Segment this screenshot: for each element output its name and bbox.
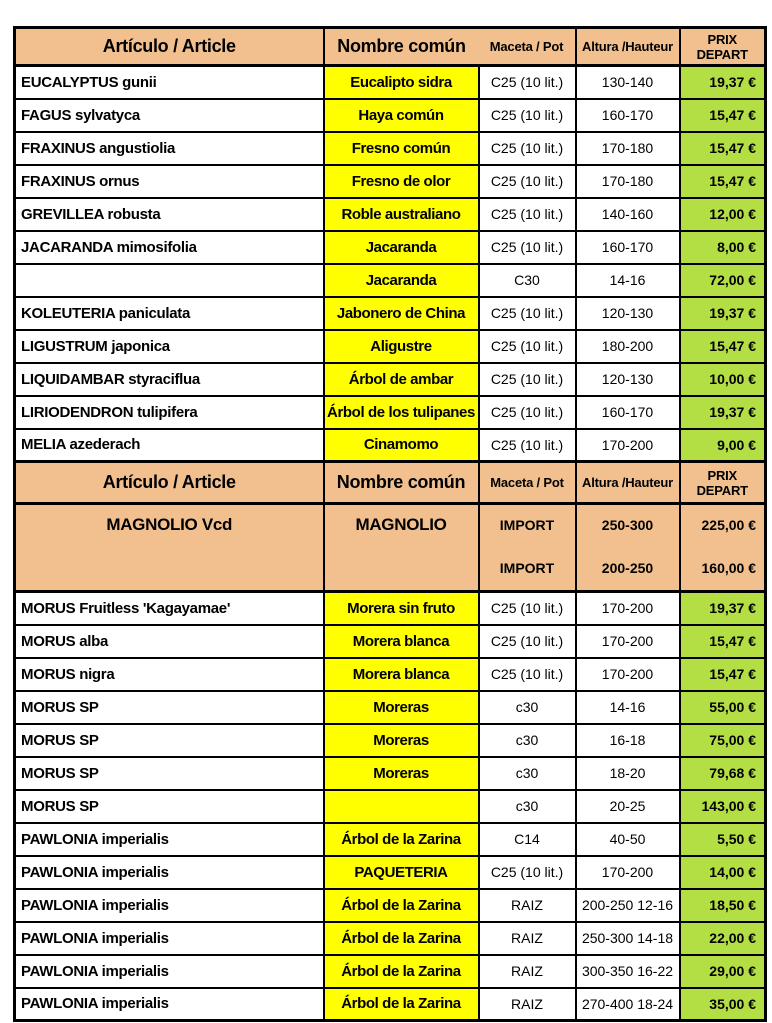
common-name-cell: Roble australiano — [324, 198, 479, 231]
height-cell: 18-20 — [576, 757, 680, 790]
table-body-1 — [15, 66, 766, 462]
common-name-cell: Moreras — [324, 757, 479, 790]
price-cell: 19,37 € — [680, 66, 766, 99]
table-row — [15, 66, 766, 99]
pot-cell: C25 (10 lit.) — [479, 396, 576, 429]
table-row — [15, 363, 766, 396]
price-cell: 8,00 € — [680, 231, 766, 264]
table-row — [15, 625, 766, 658]
price-table — [13, 26, 767, 1022]
height-cell: 14-16 — [576, 691, 680, 724]
price-cell: 29,00 € — [680, 955, 766, 988]
article-cell: MELIA azederach — [15, 429, 324, 462]
price-cell: 143,00 € — [680, 790, 766, 823]
height-cell: 170-180 — [576, 165, 680, 198]
article-cell: MORUS SP — [15, 691, 324, 724]
price-cell: 15,47 € — [680, 330, 766, 363]
pot-cell: C25 (10 lit.) — [479, 658, 576, 691]
article-cell: FRAXINUS angustiolia — [15, 132, 324, 165]
table-row — [15, 988, 766, 1021]
height-cell: 170-200 — [576, 429, 680, 462]
table-row — [15, 955, 766, 988]
article-cell: PAWLONIA imperialis — [15, 823, 324, 856]
height-cell: 170-200 — [576, 592, 680, 625]
article-cell: MORUS SP — [15, 724, 324, 757]
common-name-cell: Cinamomo — [324, 429, 479, 462]
pot-cell: c30 — [479, 724, 576, 757]
table-row — [15, 889, 766, 922]
table-row — [15, 757, 766, 790]
magnolio-section-row — [15, 504, 766, 592]
article-cell: PAWLONIA imperialis — [15, 955, 324, 988]
price-cell: 15,47 € — [680, 132, 766, 165]
header-article: Artículo / Article — [15, 28, 324, 66]
pot-cell: RAIZ — [479, 889, 576, 922]
article-cell: MORUS nigra — [15, 658, 324, 691]
table-row — [15, 396, 766, 429]
pot-cell: C25 (10 lit.) — [479, 297, 576, 330]
header-article: Artículo / Article — [15, 462, 324, 504]
article-cell: KOLEUTERIA paniculata — [15, 297, 324, 330]
common-name-cell: Árbol de ambar — [324, 363, 479, 396]
pot-cell: C30 — [479, 264, 576, 297]
table-body-2 — [15, 592, 766, 1021]
price-cell: 75,00 € — [680, 724, 766, 757]
header-price: PRIX DEPART — [680, 462, 766, 504]
pot-cell: C14 — [479, 823, 576, 856]
common-name-cell: Jacaranda — [324, 264, 479, 297]
common-name-cell: Árbol de la Zarina — [324, 955, 479, 988]
common-name-cell: PAQUETERIA — [324, 856, 479, 889]
article-cell: LIRIODENDRON tulipifera — [15, 396, 324, 429]
common-name-cell: Árbol de la Zarina — [324, 823, 479, 856]
common-name-cell: Aligustre — [324, 330, 479, 363]
height-cell: 270-400 18-24 — [576, 988, 680, 1021]
header-common-name: Nombre común — [324, 462, 479, 504]
table-row — [15, 198, 766, 231]
price-cell: 19,37 € — [680, 396, 766, 429]
pot-cell: C25 (10 lit.) — [479, 330, 576, 363]
header-height: Altura /Hauteur — [576, 28, 680, 66]
common-name-cell: Haya común — [324, 99, 479, 132]
table-row — [15, 856, 766, 889]
pot-cell: RAIZ — [479, 922, 576, 955]
magnolio-price-1: 225,00 € — [701, 517, 756, 533]
pot-cell: RAIZ — [479, 955, 576, 988]
table-row — [15, 658, 766, 691]
pot-cell: c30 — [479, 691, 576, 724]
price-cell — [680, 504, 766, 592]
article-cell: MORUS SP — [15, 790, 324, 823]
table-row — [15, 132, 766, 165]
common-name-cell: Árbol de los tulipanes — [324, 396, 479, 429]
height-cell: 14-16 — [576, 264, 680, 297]
pot-cell: C25 (10 lit.) — [479, 198, 576, 231]
height-cell: 120-130 — [576, 297, 680, 330]
price-cell: 19,37 € — [680, 592, 766, 625]
common-name-cell: Moreras — [324, 724, 479, 757]
pot-cell: c30 — [479, 790, 576, 823]
height-cell: 170-180 — [576, 132, 680, 165]
pot-cell: C25 (10 lit.) — [479, 429, 576, 462]
height-cell: 20-25 — [576, 790, 680, 823]
pot-cell: C25 (10 lit.) — [479, 132, 576, 165]
height-cell: 40-50 — [576, 823, 680, 856]
common-name-cell — [324, 790, 479, 823]
article-cell: MORUS alba — [15, 625, 324, 658]
pot-cell — [479, 504, 576, 592]
article-cell — [15, 504, 324, 592]
article-cell: FAGUS sylvatyca — [15, 99, 324, 132]
price-cell: 18,50 € — [680, 889, 766, 922]
table-row — [15, 691, 766, 724]
height-cell: 300-350 16-22 — [576, 955, 680, 988]
height-cell: 140-160 — [576, 198, 680, 231]
pot-cell: C25 (10 lit.) — [479, 231, 576, 264]
pot-cell: C25 (10 lit.) — [479, 66, 576, 99]
common-name-cell: Árbol de la Zarina — [324, 889, 479, 922]
pot-cell: C25 (10 lit.) — [479, 363, 576, 396]
price-cell: 9,00 € — [680, 429, 766, 462]
price-cell: 15,47 € — [680, 165, 766, 198]
price-cell: 15,47 € — [680, 99, 766, 132]
table-row — [15, 429, 766, 462]
table-row — [15, 99, 766, 132]
header-price: PRIX DEPART — [680, 28, 766, 66]
price-cell: 5,50 € — [680, 823, 766, 856]
table-body-mid — [15, 462, 766, 592]
table-row — [15, 231, 766, 264]
price-cell: 79,68 € — [680, 757, 766, 790]
article-cell: GREVILLEA robusta — [15, 198, 324, 231]
article-cell: MORUS SP — [15, 757, 324, 790]
height-cell: 160-170 — [576, 231, 680, 264]
table-row — [15, 922, 766, 955]
magnolio-article: MAGNOLIO Vcd — [106, 515, 233, 534]
magnolio-height-1: 250-300 — [601, 517, 654, 533]
height-cell — [576, 504, 680, 592]
price-cell: 10,00 € — [680, 363, 766, 396]
article-cell: EUCALYPTUS gunii — [15, 66, 324, 99]
pot-cell: C25 (10 lit.) — [479, 165, 576, 198]
article-cell: FRAXINUS ornus — [15, 165, 324, 198]
price-cell: 55,00 € — [680, 691, 766, 724]
common-name-cell: Árbol de la Zarina — [324, 988, 479, 1021]
article-cell: PAWLONIA imperialis — [15, 889, 324, 922]
header-pot: Maceta / Pot — [479, 462, 576, 504]
common-name-cell: Moreras — [324, 691, 479, 724]
pot-cell: C25 (10 lit.) — [479, 592, 576, 625]
common-name-cell: Árbol de la Zarina — [324, 922, 479, 955]
height-cell: 200-250 12-16 — [576, 889, 680, 922]
common-name-cell: Eucalipto sidra — [324, 66, 479, 99]
height-cell: 170-200 — [576, 625, 680, 658]
price-cell: 12,00 € — [680, 198, 766, 231]
article-cell: PAWLONIA imperialis — [15, 922, 324, 955]
magnolio-pot-1: IMPORT — [499, 517, 555, 533]
common-name-cell: Morera blanca — [324, 625, 479, 658]
table-header-row — [15, 28, 766, 66]
table-row — [15, 790, 766, 823]
table-row — [15, 823, 766, 856]
common-name-cell: Morera sin fruto — [324, 592, 479, 625]
magnolio-common: MAGNOLIO — [355, 515, 447, 534]
height-cell: 170-200 — [576, 856, 680, 889]
height-cell: 160-170 — [576, 396, 680, 429]
height-cell: 16-18 — [576, 724, 680, 757]
table-row — [15, 297, 766, 330]
price-cell: 14,00 € — [680, 856, 766, 889]
height-cell: 250-300 14-18 — [576, 922, 680, 955]
common-name-cell: Jabonero de China — [324, 297, 479, 330]
pot-cell: C25 (10 lit.) — [479, 625, 576, 658]
magnolio-price-2: 160,00 € — [701, 560, 756, 576]
table-header-row — [15, 462, 766, 504]
article-cell: LIGUSTRUM japonica — [15, 330, 324, 363]
header-common-name: Nombre común — [324, 28, 479, 66]
height-cell: 180-200 — [576, 330, 680, 363]
table-row — [15, 330, 766, 363]
height-cell: 130-140 — [576, 66, 680, 99]
price-cell: 35,00 € — [680, 988, 766, 1021]
article-cell: JACARANDA mimosifolia — [15, 231, 324, 264]
common-name-cell: Fresno común — [324, 132, 479, 165]
article-cell: MORUS Fruitless 'Kagayamae' — [15, 592, 324, 625]
price-cell: 19,37 € — [680, 297, 766, 330]
article-cell: PAWLONIA imperialis — [15, 988, 324, 1021]
pot-cell: RAIZ — [479, 988, 576, 1021]
price-cell: 72,00 € — [680, 264, 766, 297]
common-name-cell — [324, 504, 479, 592]
table-row — [15, 165, 766, 198]
pot-cell: c30 — [479, 757, 576, 790]
table-row — [15, 592, 766, 625]
height-cell: 120-130 — [576, 363, 680, 396]
table-row — [15, 724, 766, 757]
price-cell: 22,00 € — [680, 922, 766, 955]
magnolio-height-2: 200-250 — [601, 560, 654, 576]
table-row — [15, 264, 766, 297]
pot-cell: C25 (10 lit.) — [479, 856, 576, 889]
header-height: Altura /Hauteur — [576, 462, 680, 504]
header-pot: Maceta / Pot — [479, 28, 576, 66]
article-cell: PAWLONIA imperialis — [15, 856, 324, 889]
common-name-cell: Jacaranda — [324, 231, 479, 264]
magnolio-pot-2: IMPORT — [499, 560, 555, 576]
price-cell: 15,47 € — [680, 625, 766, 658]
common-name-cell: Morera blanca — [324, 658, 479, 691]
height-cell: 160-170 — [576, 99, 680, 132]
pot-cell: C25 (10 lit.) — [479, 99, 576, 132]
article-cell — [15, 264, 324, 297]
height-cell: 170-200 — [576, 658, 680, 691]
common-name-cell: Fresno de olor — [324, 165, 479, 198]
price-cell: 15,47 € — [680, 658, 766, 691]
article-cell: LIQUIDAMBAR styraciflua — [15, 363, 324, 396]
